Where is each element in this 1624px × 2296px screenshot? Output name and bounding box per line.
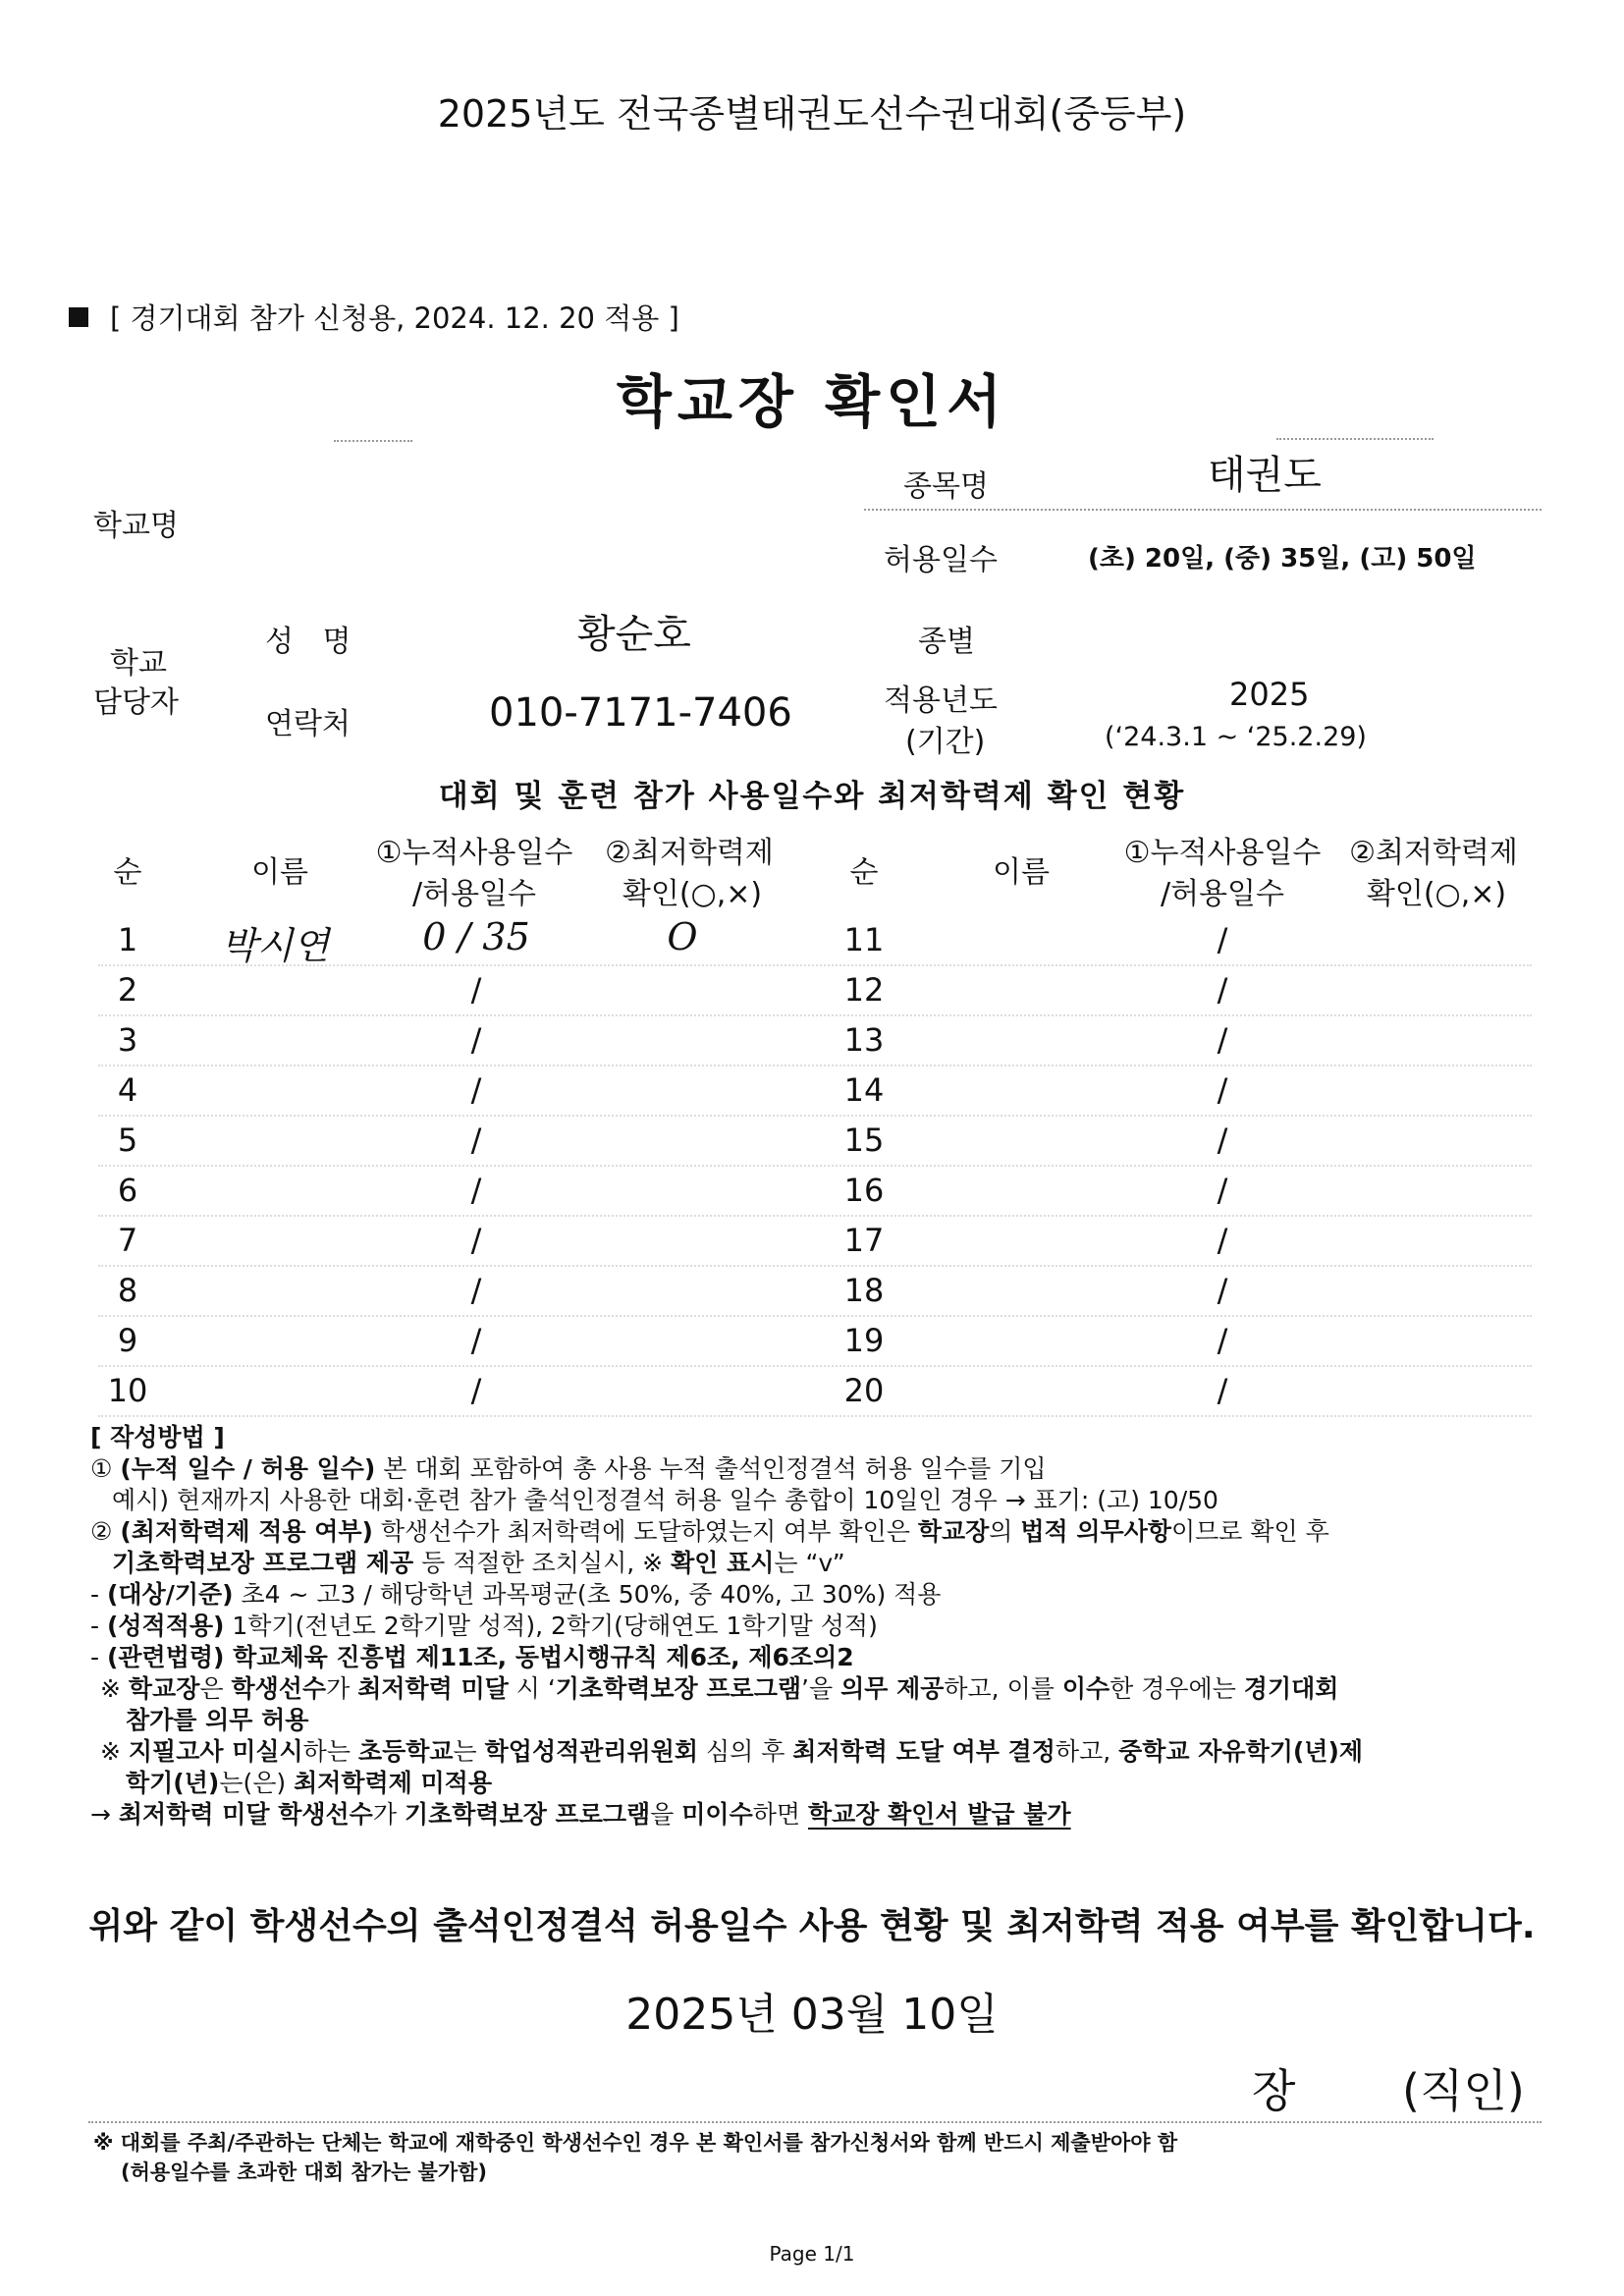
dotted-divider [334,440,412,442]
row-number: 7 [117,1222,138,1259]
sport-label: 종목명 [903,469,989,504]
period-label: (기간) [905,725,986,759]
col-days-sub-left: /허용일수 [411,877,537,911]
row-divider [98,1014,1532,1016]
col-check-sub-right: 확인(○,×) [1366,877,1507,911]
row-number: 8 [117,1272,138,1309]
col-check-sub-left: 확인(○,×) [622,877,763,911]
col-days-header-right: ①누적사용일수 [1123,836,1322,870]
col-name-header-left: 이름 [251,855,308,890]
days-value: / [1217,921,1228,958]
days-value: / [1217,1071,1228,1109]
days-value: / [1217,1322,1228,1359]
days-value: / [470,1172,482,1209]
row-divider [98,964,1532,966]
days-value: / [1217,1272,1228,1309]
dotted-divider [864,509,1542,511]
row-number: 19 [843,1322,885,1359]
row-divider [98,1265,1532,1267]
col-days-header-left: ①누적사용일수 [375,836,573,870]
days-value: / [1217,1121,1228,1159]
row-number: 15 [843,1121,885,1159]
row-number: 13 [843,1021,885,1059]
col-days-sub-right: /허용일수 [1160,877,1285,911]
col-name-header-right: 이름 [993,855,1050,890]
contact-value: 010-7171-7406 [489,690,792,736]
instruction-line: ② (최저학력제 적용 여부) 학생선수가 최저학력에 도달하였는지 여부 확인은 학교장의 법적 의무사항이므로 확인 후 [90,1517,1329,1546]
instruction-line: - (관련법령) 학교체육 진흥법 제11조, 동법시행규칙 제6조, 제6조의2 [90,1643,854,1671]
min-academic-check: O [667,915,698,958]
row-divider [98,1165,1532,1167]
row-divider [98,1315,1532,1317]
row-divider [98,1215,1532,1217]
days-value: / [470,1021,482,1059]
instruction-line: ※ 지필고사 미실시하는 초등학교는 학업성적관리위원회 심의 후 최저학력 도달 여부 결정하고, 중학교 자유학기(년)제 [100,1737,1364,1766]
allowed-days-label: 허용일수 [884,543,998,577]
row-number: 5 [117,1121,138,1159]
days-value: / [470,1322,482,1359]
instruction-line: 예시) 현재까지 사용한 대회·훈련 참가 출석인정결석 허용 일수 총합이 10일인 경우 → 표기: (고) 10/50 [112,1486,1218,1514]
footnote-line-1: ※ 대회를 주최/주관하는 단체는 학교에 재학중인 학생선수인 경우 본 확인서를 참가신청서와 함께 반드시 제출받아야 함 [93,2131,1178,2155]
instruction-line: 기초학력보장 프로그램 제공 등 적절한 조치실시, ※ 확인 표시는 “v” [112,1549,845,1577]
col-check-header-right: ②최저학력제 [1349,836,1518,870]
row-number: 12 [843,971,885,1009]
school-name-label: 학교명 [93,509,179,543]
days-value: / [1217,1222,1228,1259]
footnote-line-2: (허용일수를 초과한 대회 참가는 불가함) [121,2160,488,2184]
principal-seal-label: 장 [1252,2064,1296,2117]
event-title: 2025년도 전국종별태권도선수권대회(중등부) [437,92,1187,136]
period-value: (‘24.3.1 ~ ‘25.2.29) [1105,722,1367,752]
row-number: 14 [843,1071,885,1109]
dotted-divider [1276,438,1434,440]
footnote [93,2128,1177,2187]
name-label: 성 명 [265,625,352,659]
col-check-header-left: ②최저학력제 [605,836,774,870]
category-label: 종별 [918,625,975,659]
contact-label: 연락처 [265,707,351,741]
col-no-header-left: 순 [113,855,142,890]
days-value: / [1217,1021,1228,1059]
notice-text: [ 경기대회 참가 신청용, 2024. 12. 20 적용 ] [110,301,679,335]
row-divider [98,1065,1532,1066]
days-value: 0 / 35 [422,915,530,958]
row-number: 20 [843,1372,885,1409]
year-label: 적용년도 [884,683,998,718]
row-number: 10 [107,1372,148,1409]
row-divider [98,1115,1532,1117]
student-name: 박시연 [220,924,330,967]
days-value: / [470,1272,482,1309]
page-number: Page 1/1 [769,2242,855,2266]
table-section-title: 대회 및 훈련 참가 사용일수와 최저학력제 확인 현황 [438,779,1186,814]
instructions [90,1422,1563,1831]
name-value: 황순호 [577,612,691,657]
instruction-line: → 최저학력 미달 학생선수가 기초학력보장 프로그램을 미이수하면 학교장 확인서 발급 불가 [90,1800,1071,1829]
days-value: / [1217,971,1228,1009]
days-value: / [470,1071,482,1109]
instruction-line: ※ 학교장은 학생선수가 최저학력 미달 시 ‘기초학력보장 프로그램’을 의무 제공하고, 이를 이수한 경우에는 경기대회 [100,1674,1339,1703]
notice-line [69,297,679,337]
col-no-header-right: 순 [849,855,879,890]
square-bullet-icon [69,307,88,327]
instruction-line: 참가를 의무 허용 [126,1706,309,1734]
manager-label-2: 담당자 [93,685,179,720]
row-number: 18 [843,1272,885,1309]
row-number: 9 [117,1322,138,1359]
manager-label-1: 학교 [110,646,167,681]
sport-value: 태권도 [1208,453,1322,498]
document-title: 학교장 확인서 [616,368,1008,435]
days-value: / [470,1372,482,1409]
allowed-days-value: (초) 20일, (중) 35일, (고) 50일 [1088,544,1477,574]
dotted-divider [88,2121,1542,2123]
row-number: 3 [117,1021,138,1059]
row-divider [98,1415,1532,1417]
row-number: 16 [843,1172,885,1209]
row-number: 1 [117,921,138,958]
instructions-heading: [ 작성방법 ] [90,1423,225,1451]
year-value: 2025 [1229,676,1310,713]
row-number: 6 [117,1172,138,1209]
row-number: 4 [117,1071,138,1109]
days-value: / [470,1121,482,1159]
row-number: 2 [117,971,138,1009]
instruction-line: - (성적적용) 1학기(전년도 2학기말 성적), 2학기(당해연도 1학기말 성적) [90,1612,878,1640]
days-value: / [470,971,482,1009]
days-value: / [1217,1172,1228,1209]
days-value: / [470,1222,482,1259]
row-number: 17 [843,1222,885,1259]
row-number: 11 [843,921,885,958]
instruction-line: 학기(년)는(은) 최저학력제 미적용 [126,1769,492,1797]
instruction-line: - (대상/기준) 초4 ~ 고3 / 해당학년 과목평균(초 50%, 중 40%, 고 30%) 적용 [90,1580,942,1609]
days-value: / [1217,1372,1228,1409]
row-divider [98,1365,1532,1367]
confirmation-statement: 위와 같이 학생선수의 출석인정결석 허용일수 사용 현황 및 최저학력 적용 여부를 확인합니다. [88,1906,1536,1946]
issue-date: 2025년 03월 10일 [625,1990,999,2040]
official-seal-label: (직인) [1402,2064,1525,2117]
instruction-line: ① (누적 일수 / 허용 일수) 본 대회 포함하여 총 사용 누적 출석인정결석 허용 일수를 기입 [90,1454,1047,1483]
